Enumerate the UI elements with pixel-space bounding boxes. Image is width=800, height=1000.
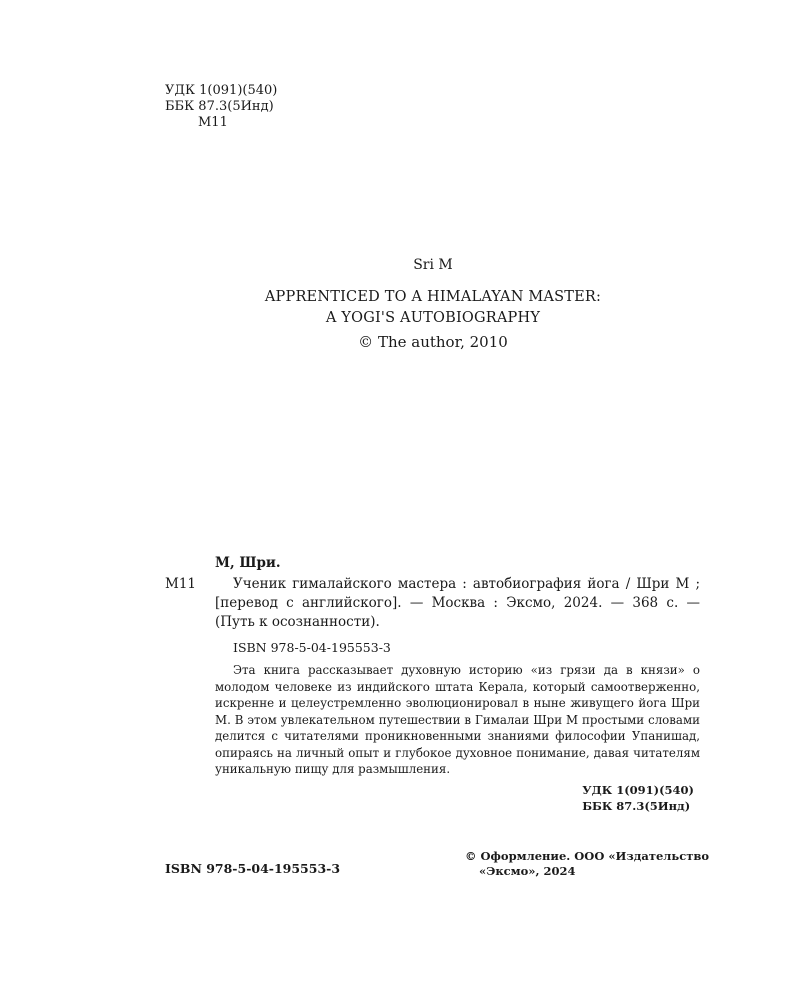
classification-codes-top	[165, 83, 277, 131]
original-author: Sri M	[413, 257, 453, 273]
original-title-line1: APPRENTICED TO A HIMALAYAN MASTER:	[264, 289, 602, 305]
design-copyright	[465, 849, 709, 879]
catalog-description: Ученик гималайского мастера : автобиография йога / Шри М ; [перевод с английского]. — Москва : Эксмо, 2024. — 368 с. — (Путь к осознанности).	[215, 576, 700, 630]
catalog-isbn: ISBN 978-5-04-195553-3	[233, 640, 391, 655]
design-copyright-line1: © Оформление. ООО «Издательство	[465, 849, 709, 863]
catalog-annotation: Эта книга рассказывает духовную историю «из грязи да в князи» о молодом человеке из индийского штата Керала, который самоотверженно, искренне и целеустремленно эволюционировал в ныне живущего йога Шри М. В этом увлекательном путешествии в Гималаи Шри М простыми словами делится с читателями проникновенными знаниями философии Упанишад, опираясь на личный опыт и глубокое духовное понимание, давая читателям уникальную пищу для размышления.	[215, 663, 700, 776]
footer-isbn: ISBN 978-5-04-195553-3	[165, 861, 341, 876]
catalog-author-heading: М, Шри.	[215, 555, 281, 571]
bbk-code: ББК 87.3(5Инд)	[165, 99, 274, 114]
author-mark: М11	[198, 115, 228, 130]
catalog-author-mark: М11	[165, 576, 197, 592]
original-title	[0, 287, 800, 329]
classification-codes-bottom	[582, 782, 694, 814]
original-copyright: © The author, 2010	[358, 333, 508, 351]
original-title-line2: A YOGI'S AUTOBIOGRAPHY	[325, 310, 541, 326]
design-copyright-line2: «Эксмо», 2024	[479, 864, 576, 878]
udk-code: УДК 1(091)(540)	[165, 83, 278, 98]
catalog-bbk: ББК 87.3(5Инд)	[582, 799, 691, 813]
catalog-udk: УДК 1(091)(540)	[582, 783, 694, 797]
